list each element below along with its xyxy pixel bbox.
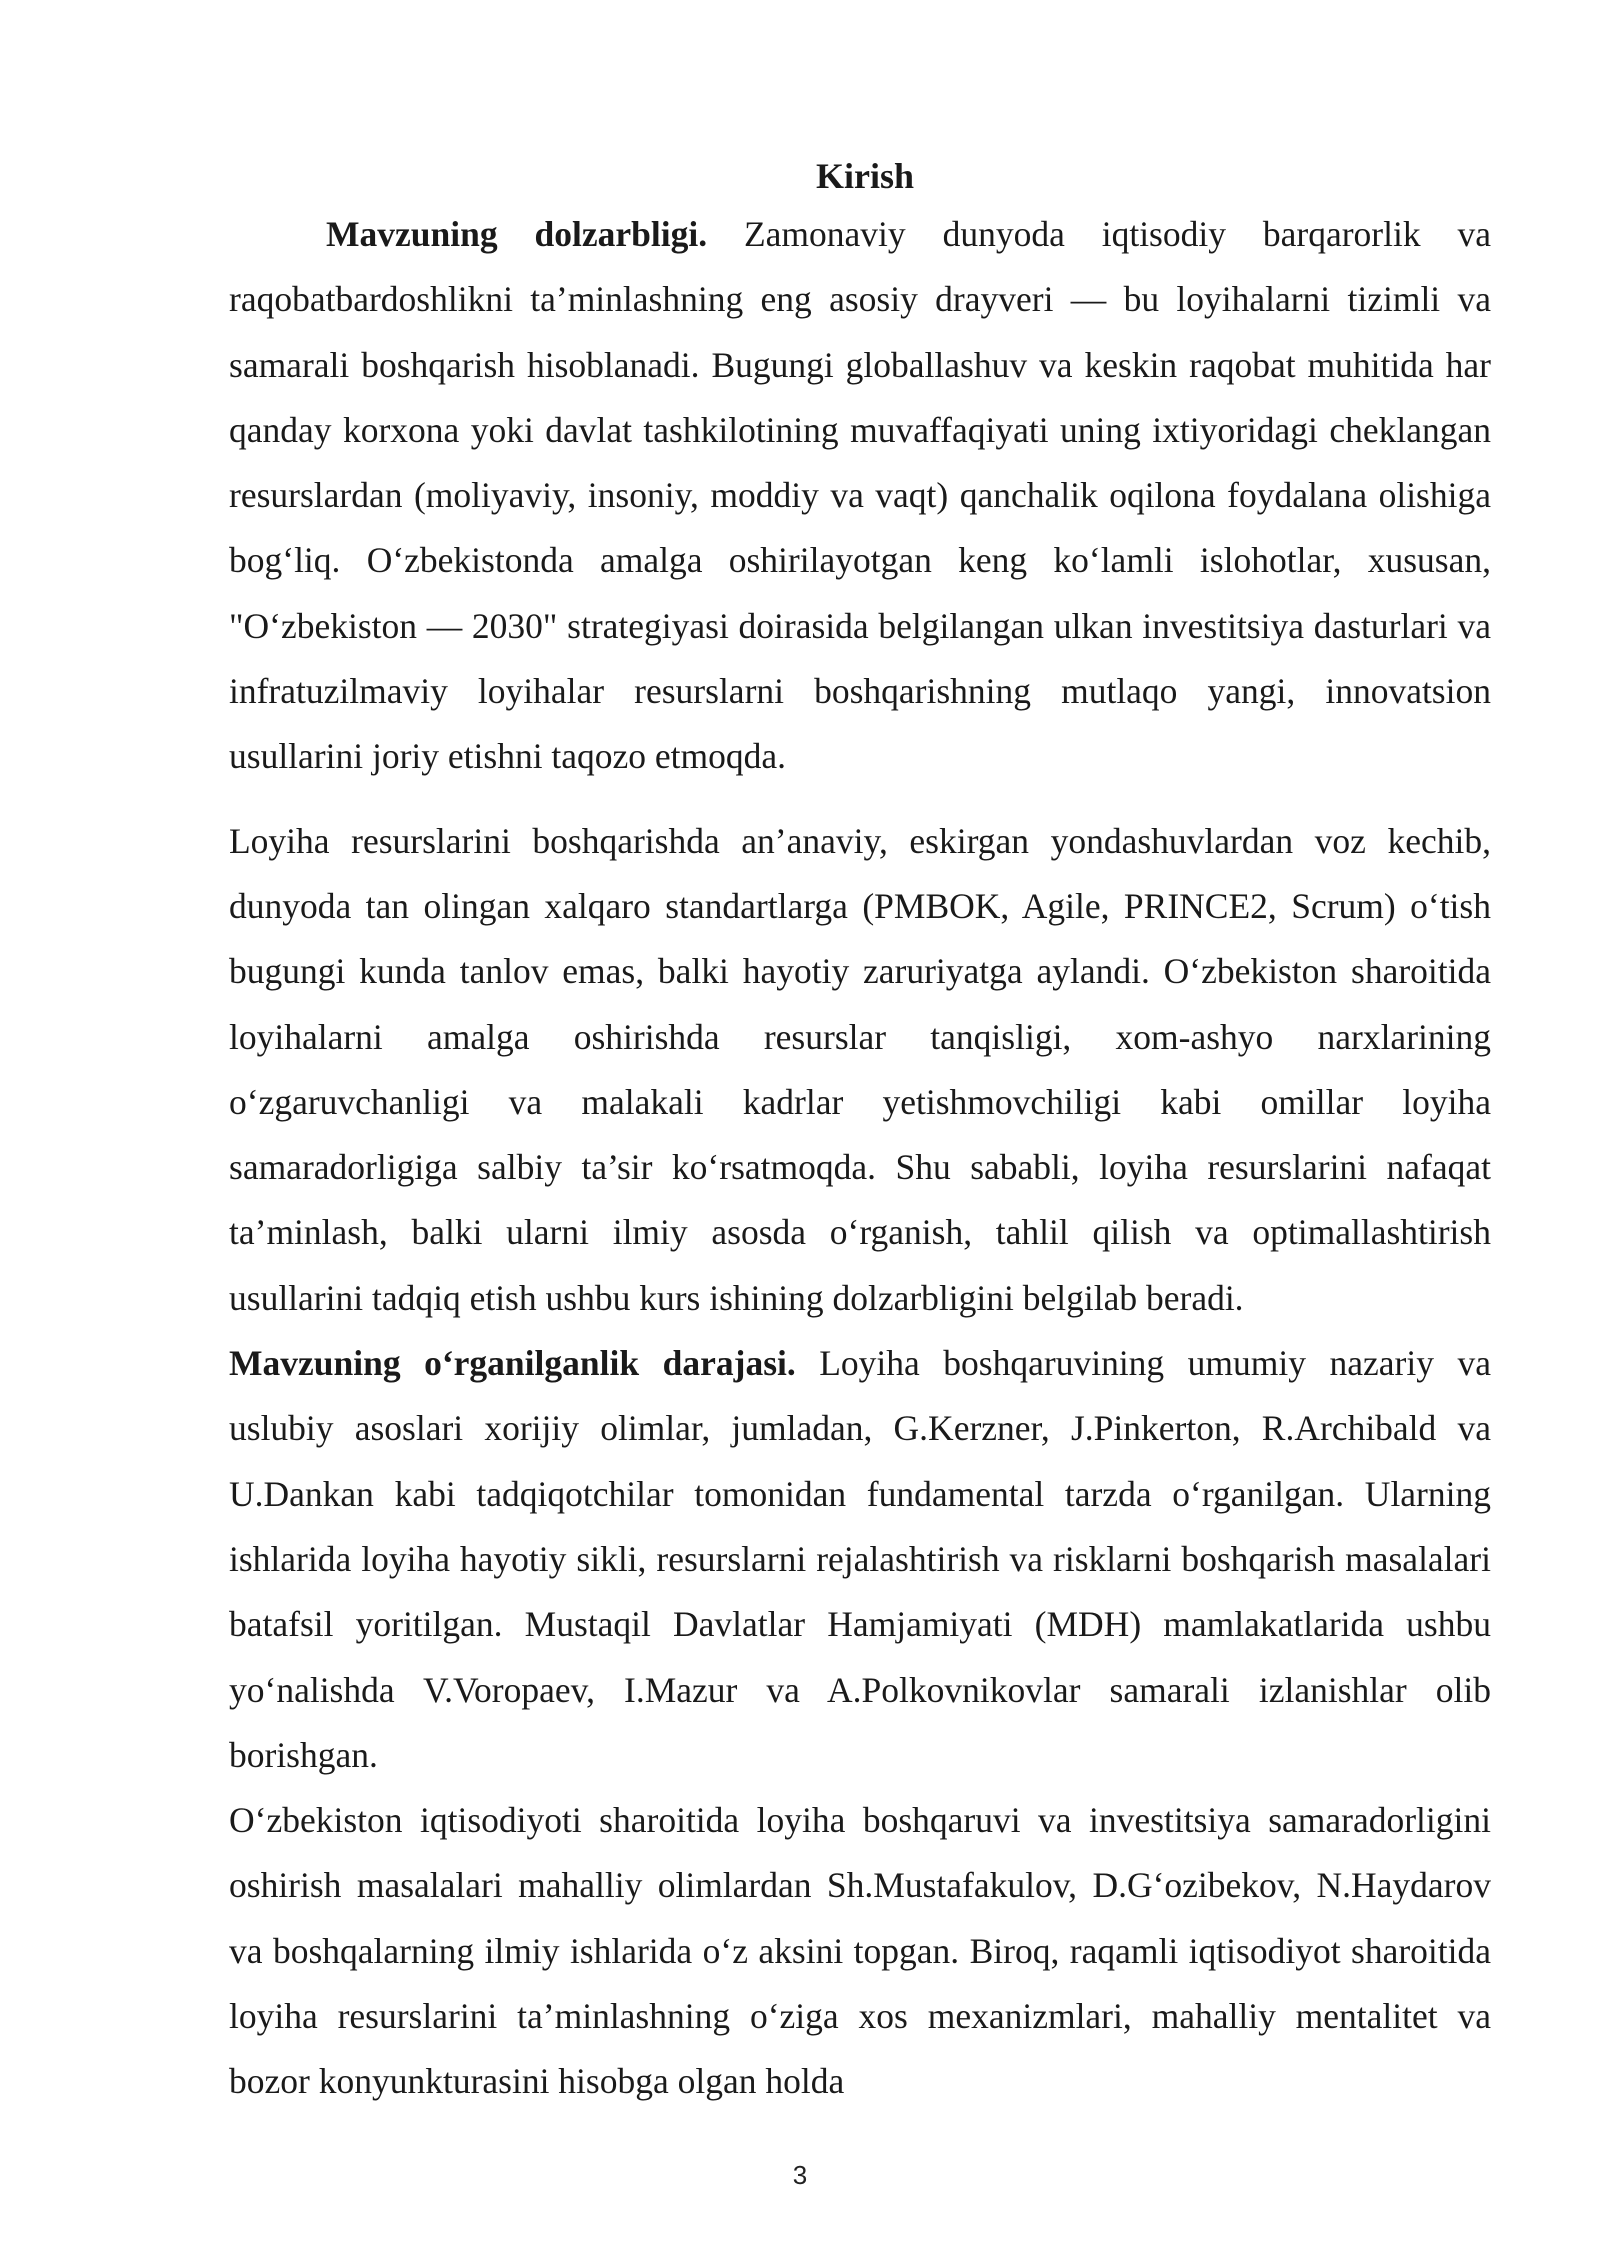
page-content xyxy=(229,150,1491,2115)
paragraph-text: Loyiha resurslarini boshqarishda an’anaviy, eskirgan yondashuvlardan voz kechib, dunyoda tan olingan xalqaro standartlarga (PMBOK, Agile, PRINCE2, Scrum) o‘tish bugungi kunda tanlov emas, balki hayotiy zaruriyatga aylandi. O‘zbekiston sharoitida loyihalarni amalga oshirishda resurslar tanqisligi, xom-ashyo narxlarining o‘zgaruvchanligi va malakali kadrlar yetishmovchiligi kabi omillar loyiha samaradorligiga salbiy ta’sir ko‘rsatmoqda. Shu sababli, loyiha resurslarini nafaqat ta’minlash, balki ularni ilmiy asosda o‘rganish, tahlil qilish va optimallashtirish usullarini tadqiq etish ushbu kurs ishining dolzarbligini belgilab beradi. xyxy=(229,820,1491,1318)
page-number: 3 xyxy=(792,2160,808,2190)
paragraph-study-degree xyxy=(229,1331,1491,1788)
paragraph-relevance xyxy=(229,202,1491,790)
paragraph-lead: Mavzuning o‘rganilganlik darajasi. xyxy=(229,1343,796,1384)
paragraph-lead: Mavzuning dolzarbligi. xyxy=(326,214,708,254)
paragraph-local-research xyxy=(229,1788,1491,2114)
section-heading: Kirish xyxy=(815,156,914,196)
paragraph-text: O‘zbekiston iqtisodiyoti sharoitida loyiha boshqaruvi va investitsiya samaradorligini oshirish masalalari mahalliy olimlardan Sh.Mustafakulov, D.G‘ozibekov, N.Haydarov va boshqalarning ilmiy ishlarida o‘z aksini topgan. Biroq, raqamli iqtisodiyot sharoitida loyiha resurslarini ta’minlashning o‘ziga xos mexanizmlari, mahalliy mentalitet va bozor konyunkturasini hisobga olgan holda xyxy=(229,1800,1491,2102)
paragraph-text: Zamonaviy dunyoda iqtisodiy barqarorlik va raqobatbardoshlikni ta’minlashning eng asosiy drayveri — bu loyihalarni tizimli va samarali boshqarish hisoblanadi. Bugungi globallashuv va keskin raqobat muhitida har qanday korxona yoki davlat tashkilotining muvaffaqiyati uning ixtiyoridagi cheklangan resurslardan (moliyaviy, insoniy, moddiy va vaqt) qanchalik oqilona foydalana olishiga bog‘liq. O‘zbekistonda amalga oshirilayotgan keng ko‘lamli islohotlar, xususan, "O‘zbekiston — 2030" strategiyasi doirasida belgilangan ulkan investitsiya dasturlari va infratuzilmaviy loyihalar resurslarni boshqarishning mutlaqo yangi, innovatsion usullarini joriy etishni taqozo etmoqda. xyxy=(229,214,1491,777)
paragraph-standards xyxy=(229,809,1491,1331)
paragraph-text: Loyiha boshqaruvining umumiy nazariy va uslubiy asoslari xorijiy olimlar, jumladan, G.Kerzner, J.Pinkerton, R.Archibald va U.Dankan kabi tadqiqotchilar tomonidan fundamental tarzda o‘rganilgan. Ularning ishlarida loyiha hayotiy sikli, resurslarni rejalashtirish va risklarni boshqarish masalalari batafsil yoritilgan. Mustaqil Davlatlar Hamjamiyati (MDH) mamlakatlarida ushbu yo‘nalishda V.Voropaev, I.Mazur va A.Polkovnikovlar samarali izlanishlar olib borishgan. xyxy=(229,1343,1491,1775)
